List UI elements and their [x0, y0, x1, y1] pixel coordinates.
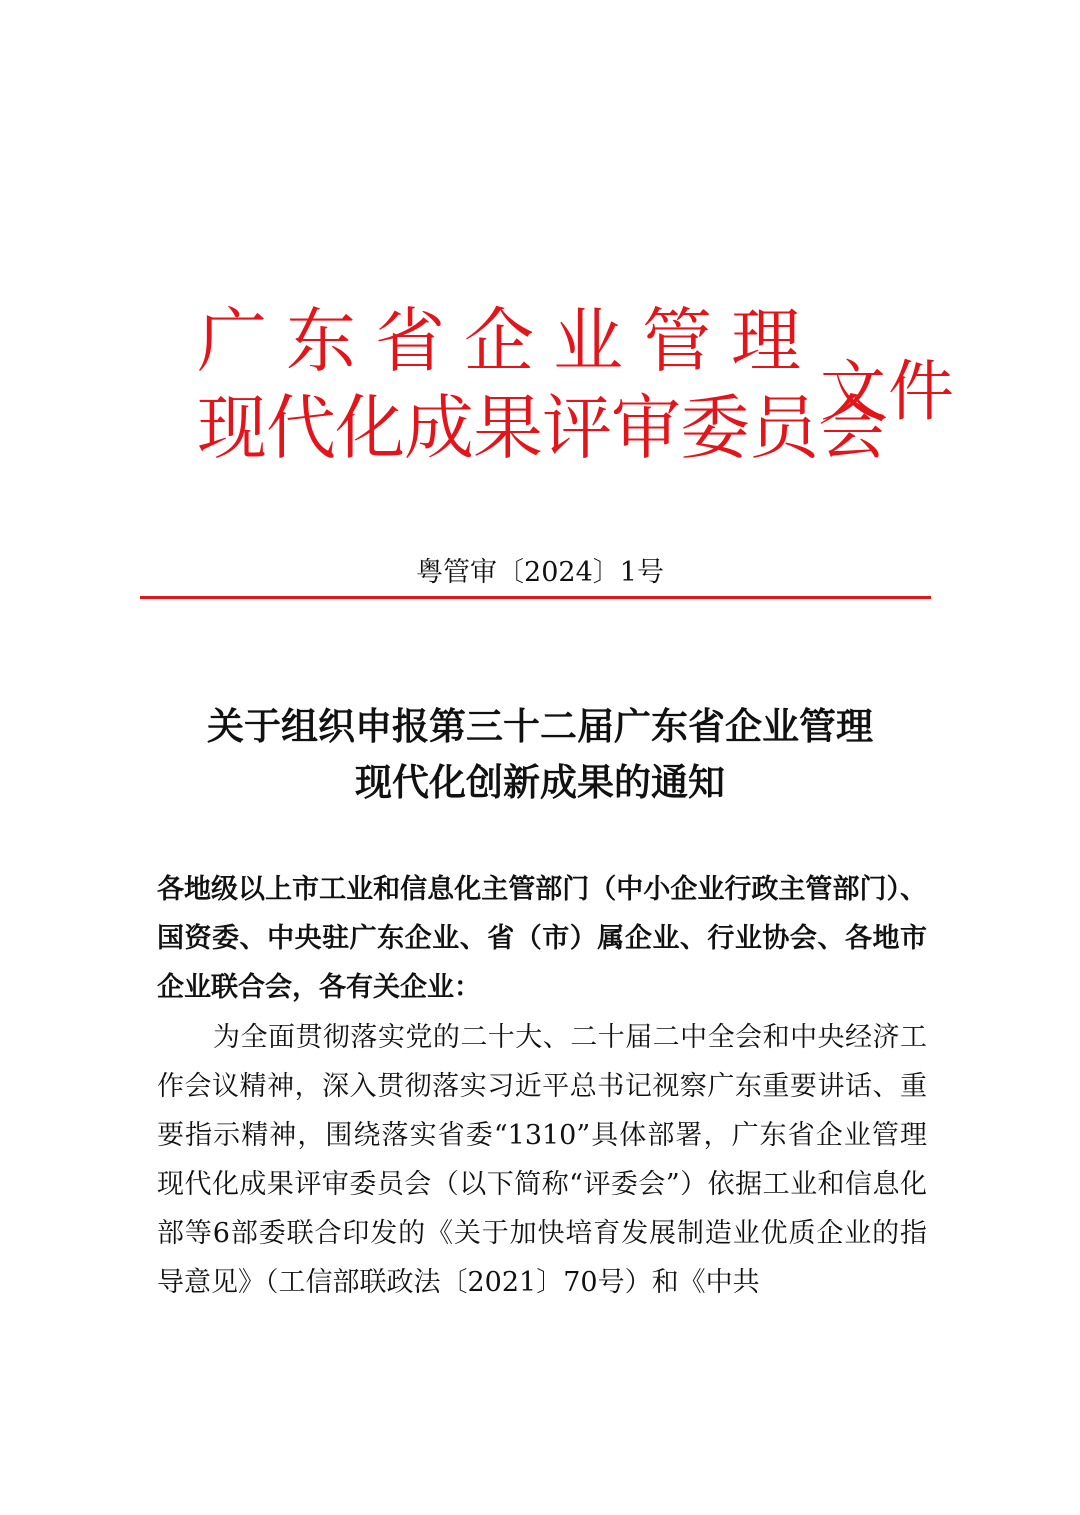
- body-paragraph: 为全面贯彻落实党的二十大、二十届二中全会和中央经济工作会议精神，深入贯彻落实习近平总书记视察广东重要讲话、重要指示精神，围绕落实省委“1310”具体部署，广东省企业管理现代化成果评审委员会（以下简称“评委会”）依据工业和信息化部等6部委联合印发的《关于加快培育发展制造业优质企业的指导意见》（工信部联政法〔2021〕70号）和《中共: [157, 1022, 927, 1298]
- notice-title-line2: 现代化创新成果的通知: [355, 761, 725, 804]
- header-divider: [140, 596, 931, 599]
- document-type-label: 文件: [820, 353, 956, 430]
- issuer-name-line1: 广东省企业管理: [197, 300, 820, 382]
- addressee-paragraph: 各地级以上市工业和信息化主管部门（中小企业行政主管部门）、国资委、中央驻广东企业、省（市）属企业、行业协会、各地市企业联合会，各有关企业：: [157, 874, 927, 1003]
- document-number: 粤管审〔2024〕1号: [416, 557, 664, 588]
- issuer-name-line2: 现代化成果评审委员会: [197, 387, 887, 469]
- notice-title-line1: 关于组织申报第三十二届广东省企业管理: [207, 705, 873, 748]
